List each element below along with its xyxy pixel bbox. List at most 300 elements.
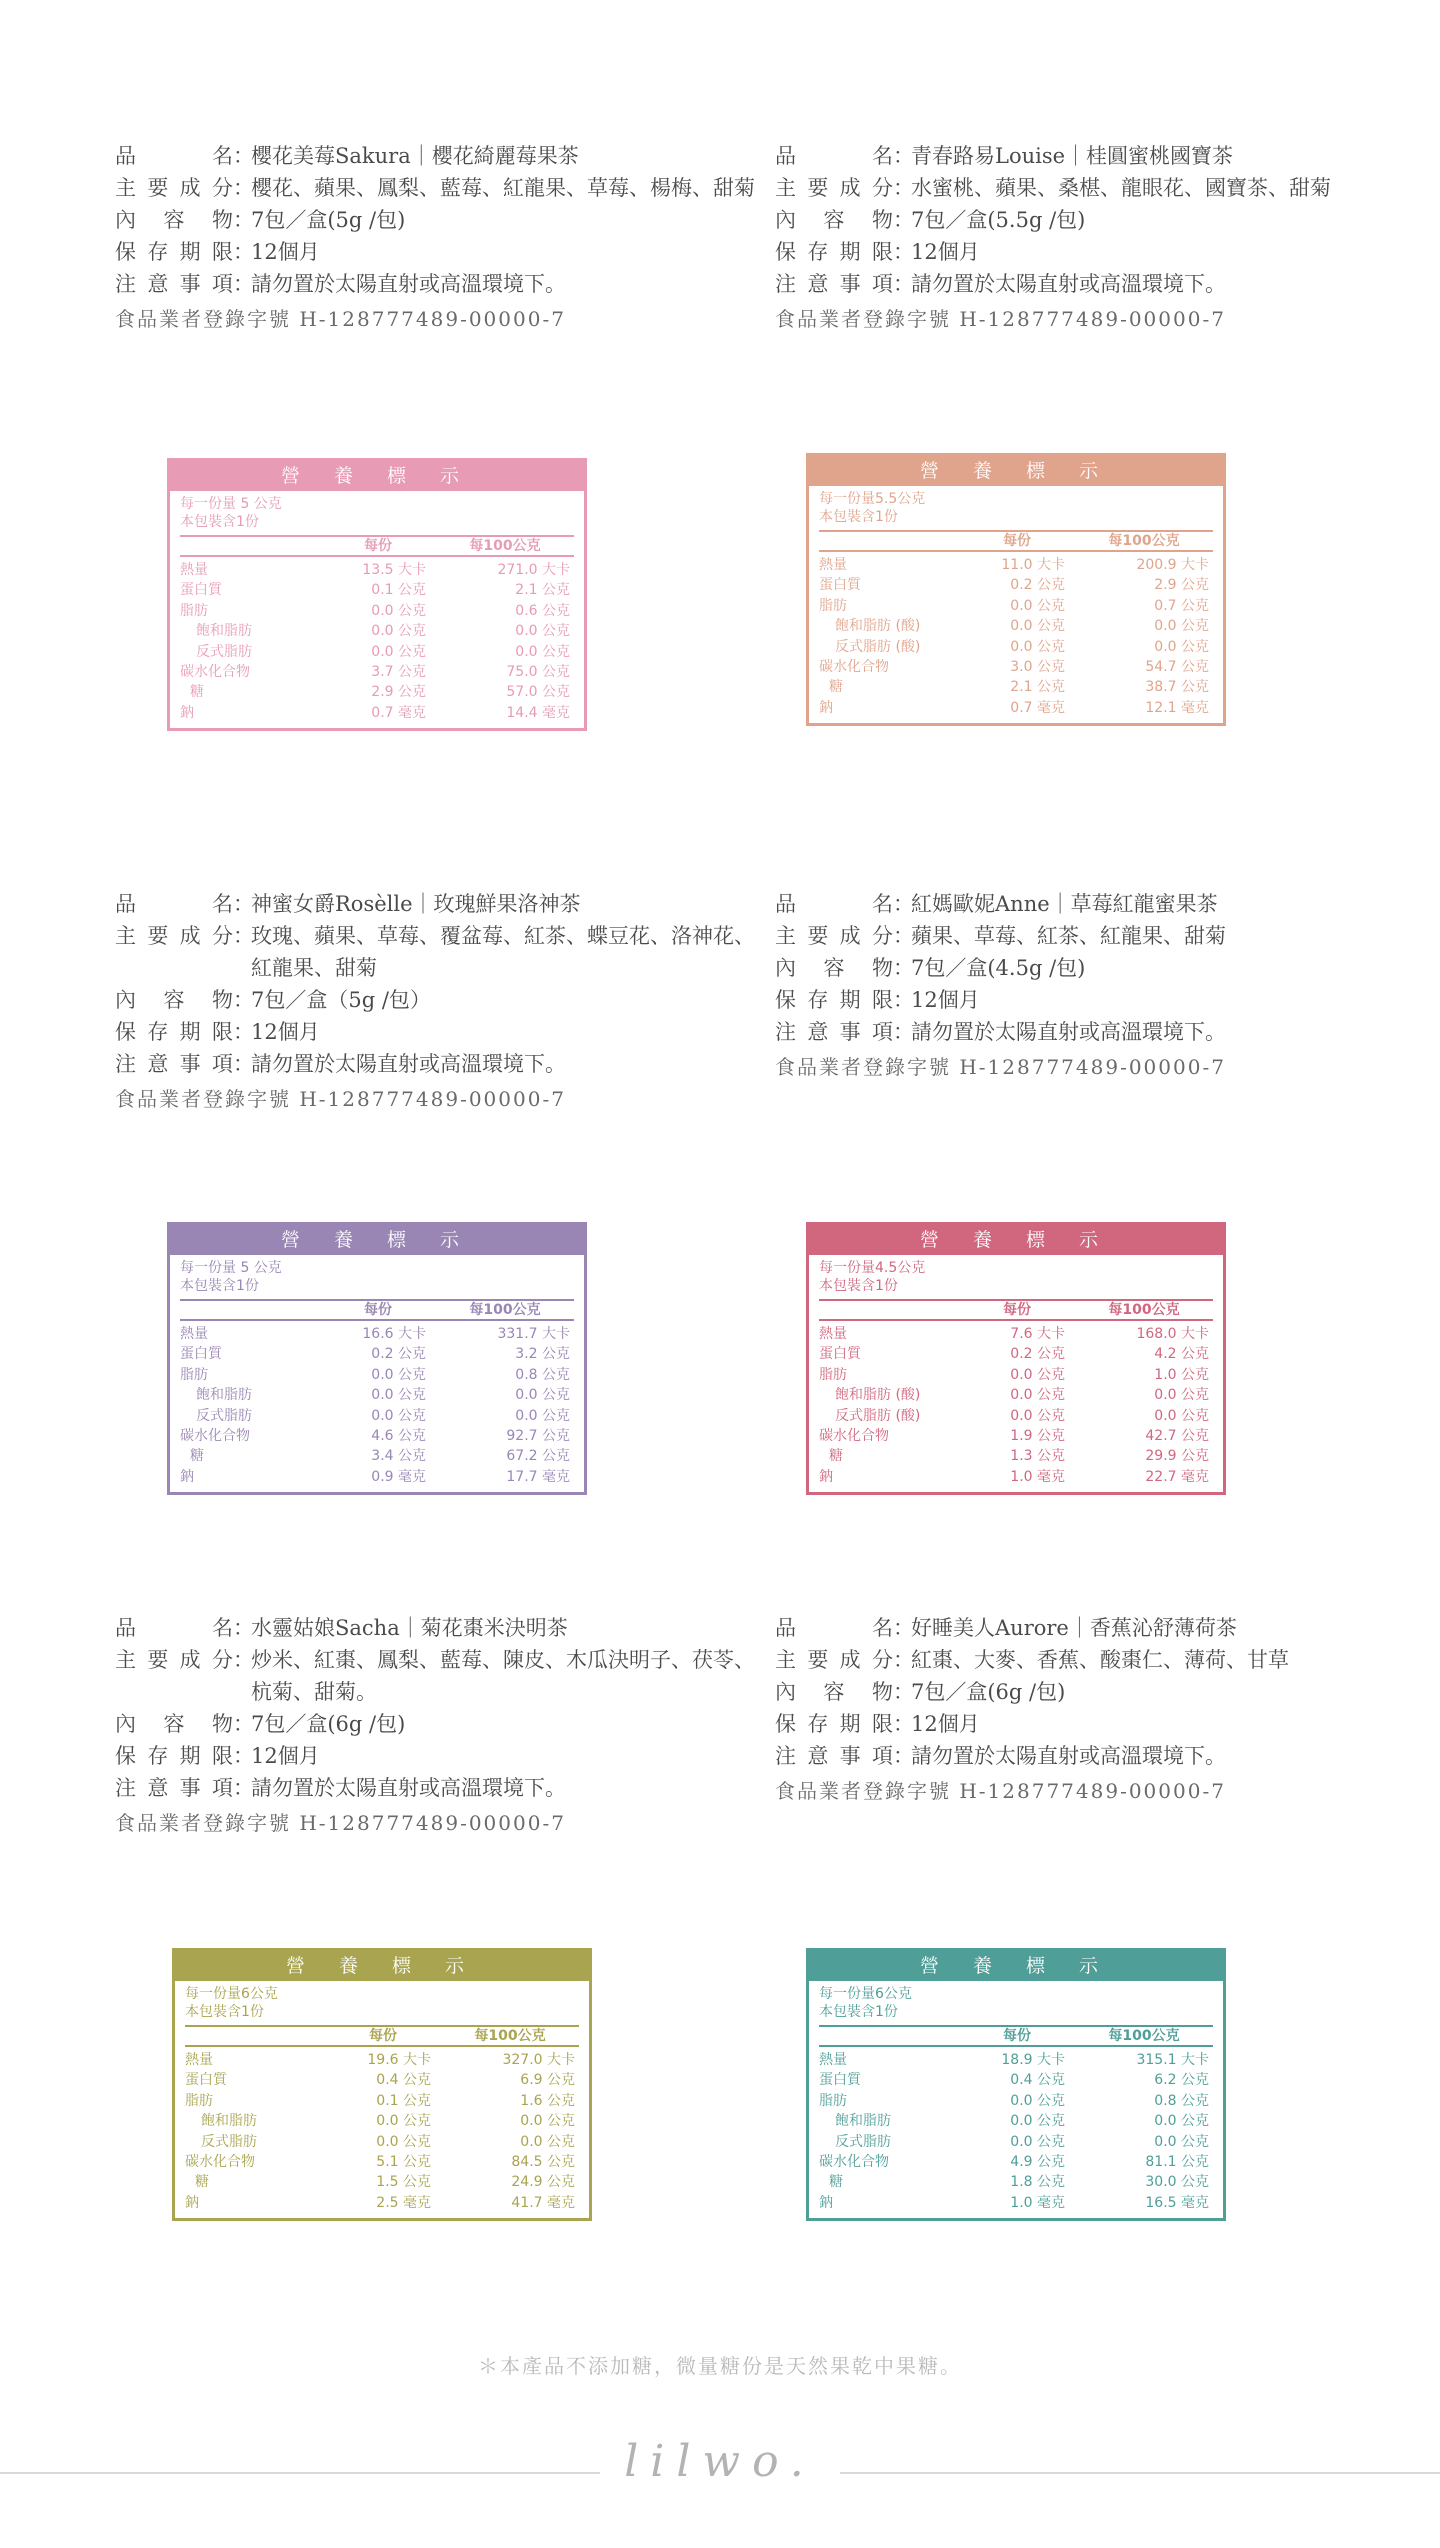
info-value-content: 7包／盒(6g /包) — [911, 1680, 1066, 1704]
serving-info — [170, 1255, 584, 1299]
info-value-name: 紅媽歐妮Anne｜草莓紅龍蜜果茶 — [911, 892, 1218, 916]
nutrient-name: 糖 — [190, 1448, 204, 1465]
info-value-notice: 請勿置於太陽直射或高溫環境下。 — [911, 1020, 1226, 1044]
nutrient-per-100g: 6.2 公克 — [1154, 2072, 1209, 2089]
nutrient-row — [180, 1344, 574, 1364]
nutrient-name: 碳水化合物 — [185, 2154, 255, 2171]
nutrient-row — [819, 1446, 1213, 1466]
nutrient-rows — [809, 552, 1223, 723]
nutrient-rows — [175, 2047, 589, 2218]
nutrient-name: 鈉 — [819, 1468, 833, 1485]
nutrient-name: 反式脂肪 (酸) — [835, 638, 921, 655]
nutrient-rows — [170, 557, 584, 728]
nutrient-per-serving: 5.1 公克 — [376, 2154, 431, 2171]
info-colon: ： — [233, 1648, 254, 1672]
info-label: 內 容 物 — [775, 208, 893, 232]
nutrient-per-100g: 42.7 公克 — [1145, 1428, 1209, 1445]
registration-number: 食品業者登錄字號 H-128777489-00000-7 — [775, 1055, 1226, 1079]
nutrient-per-serving: 0.7 毫克 — [371, 704, 426, 721]
nutrient-row — [180, 703, 574, 723]
serving-size: 每一份量 5 公克 — [180, 496, 282, 512]
product-info — [115, 140, 755, 336]
nutrient-name: 碳水化合物 — [819, 1428, 889, 1445]
info-value-name: 青春路易Louise｜桂圓蜜桃國寶茶 — [911, 144, 1234, 168]
nutrient-name: 鈉 — [185, 2194, 199, 2211]
nutrient-name: 蛋白質 — [819, 1346, 861, 1363]
nutrient-name: 鈉 — [180, 1468, 194, 1485]
nutrient-per-100g: 271.0 大卡 — [497, 562, 570, 578]
nutrient-per-100g: 3.2 公克 — [515, 1346, 570, 1363]
nutrient-per-serving: 0.0 公克 — [371, 1366, 426, 1383]
nutrient-row — [185, 2111, 579, 2131]
label-title: 營 養 標 示 — [170, 1225, 584, 1255]
nutrient-row — [180, 642, 574, 662]
info-row-content — [115, 1708, 755, 1740]
info-colon: ： — [893, 956, 914, 980]
info-row-name — [115, 140, 755, 172]
serving-size: 每一份量6公克 — [819, 1986, 912, 2002]
column-header — [819, 2025, 1213, 2047]
info-row-shelf — [775, 984, 1415, 1016]
nutrient-per-serving: 1.5 公克 — [376, 2174, 431, 2191]
info-colon: ： — [893, 176, 914, 200]
nutrient-per-100g: 1.6 公克 — [520, 2092, 575, 2109]
nutrient-row — [819, 657, 1213, 677]
nutrient-per-serving: 18.9 大卡 — [1001, 2052, 1065, 2068]
nutrient-per-100g: 0.0 公克 — [515, 1387, 570, 1404]
info-colon: ： — [233, 208, 254, 232]
nutrient-row — [819, 2091, 1213, 2111]
info-value-shelf: 12個月 — [911, 988, 980, 1012]
brand-logo: lilwo. — [624, 2436, 816, 2487]
nutrient-per-serving: 0.0 公克 — [371, 602, 426, 619]
nutrient-row — [819, 1426, 1213, 1446]
nutrient-per-100g: 30.0 公克 — [1145, 2174, 1209, 2191]
serving-size: 每一份量6公克 — [185, 1986, 278, 2002]
info-label: 品 名 — [775, 144, 893, 168]
nutrient-per-serving: 3.0 公克 — [1010, 659, 1065, 676]
nutrient-per-100g: 200.9 大卡 — [1136, 557, 1209, 573]
info-row-notice — [115, 268, 755, 300]
nutrient-per-serving: 3.4 公克 — [371, 1448, 426, 1465]
nutrient-per-100g: 331.7 大卡 — [497, 1326, 570, 1342]
info-colon: ： — [233, 272, 254, 296]
info-row-name — [775, 1612, 1415, 1644]
nutrient-per-100g: 315.1 大卡 — [1136, 2052, 1209, 2068]
nutrient-per-100g: 0.0 公克 — [520, 2133, 575, 2150]
nutrient-rows — [170, 1321, 584, 1492]
info-value-ingredients: 炒米、紅棗、鳳梨、藍莓、陳皮、木瓜決明子、茯苓、杭菊、甜菊。 — [251, 1648, 755, 1704]
nutrient-per-serving: 0.1 公克 — [376, 2092, 431, 2109]
info-value-content: 7包／盒(6g /包) — [251, 1712, 406, 1736]
nutrient-per-serving: 0.0 公克 — [1010, 638, 1065, 655]
info-row-ingredients — [115, 1644, 755, 1708]
nutrient-per-serving: 2.1 公克 — [1010, 679, 1065, 696]
nutrient-per-100g: 17.7 毫克 — [506, 1468, 570, 1485]
nutrient-per-100g: 0.8 公克 — [1154, 2092, 1209, 2109]
nutrition-label — [806, 1222, 1226, 1495]
nutrient-per-serving: 0.0 公克 — [1010, 1366, 1065, 1383]
info-value-notice: 請勿置於太陽直射或高溫環境下。 — [251, 1052, 566, 1076]
col-per-serving: 每份 — [1003, 533, 1031, 549]
info-colon: ： — [233, 1744, 254, 1768]
info-value-name: 神蜜女爵Rosèlle｜玫瑰鮮果洛神茶 — [251, 892, 581, 916]
nutrition-label — [167, 1222, 587, 1495]
info-colon: ： — [893, 892, 914, 916]
nutrient-name: 反式脂肪 — [201, 2133, 257, 2150]
nutrient-row — [819, 698, 1213, 718]
nutrient-row — [180, 682, 574, 702]
serving-info — [175, 1981, 589, 2025]
nutrient-name: 蛋白質 — [819, 2072, 861, 2089]
nutrient-per-serving: 0.0 公克 — [376, 2113, 431, 2130]
nutrient-per-serving: 3.7 公克 — [371, 664, 426, 681]
col-blank — [819, 1301, 969, 1319]
info-label: 品 名 — [115, 892, 233, 916]
nutrient-per-100g: 327.0 大卡 — [502, 2052, 575, 2068]
nutrient-name: 熱量 — [819, 557, 847, 573]
nutrition-label — [806, 1948, 1226, 2221]
info-value-shelf: 12個月 — [911, 1712, 980, 1736]
info-row-content — [775, 1676, 1415, 1708]
info-row-name — [115, 1612, 755, 1644]
nutrient-row — [819, 2172, 1213, 2192]
info-colon: ： — [233, 144, 254, 168]
nutrient-name: 飽和脂肪 (酸) — [835, 1387, 921, 1404]
nutrient-row — [819, 1385, 1213, 1405]
nutrient-row — [180, 1446, 574, 1466]
info-label: 保存期限 — [775, 1712, 893, 1736]
col-per-serving: 每份 — [364, 538, 392, 554]
nutrient-row — [819, 2050, 1213, 2070]
info-label: 主要成分 — [775, 924, 893, 948]
info-row-shelf — [115, 236, 755, 268]
servings-per-pack: 本包裝含1份 — [185, 2004, 264, 2020]
info-colon: ： — [233, 176, 254, 200]
servings-per-pack: 本包裝含1份 — [180, 514, 259, 530]
product-info — [775, 1612, 1415, 1808]
info-colon: ： — [233, 1052, 254, 1076]
nutrition-label — [806, 453, 1226, 726]
info-label: 內 容 物 — [115, 988, 233, 1012]
label-title: 營 養 標 示 — [809, 1225, 1223, 1255]
nutrient-name: 鈉 — [819, 699, 833, 716]
info-label: 保存期限 — [115, 240, 233, 264]
nutrient-name: 蛋白質 — [185, 2072, 227, 2089]
info-label: 保存期限 — [115, 1020, 233, 1044]
nutrient-per-serving: 0.0 公克 — [371, 1387, 426, 1404]
nutrient-name: 反式脂肪 — [835, 2133, 891, 2150]
info-label: 品 名 — [775, 1616, 893, 1640]
nutrient-per-serving: 0.0 公克 — [371, 623, 426, 640]
info-label: 保存期限 — [775, 988, 893, 1012]
nutrient-name: 熱量 — [185, 2052, 213, 2068]
nutrient-name: 飽和脂肪 — [196, 1387, 252, 1404]
info-colon: ： — [233, 1712, 254, 1736]
column-header — [180, 535, 574, 557]
nutrient-row — [185, 2172, 579, 2192]
servings-per-pack: 本包裝含1份 — [819, 509, 898, 525]
nutrient-per-100g: 6.9 公克 — [520, 2072, 575, 2089]
info-colon: ： — [893, 924, 914, 948]
info-colon: ： — [893, 208, 914, 232]
nutrient-row — [819, 2152, 1213, 2172]
nutrient-name: 反式脂肪 (酸) — [835, 1407, 921, 1424]
nutrient-row — [819, 596, 1213, 616]
nutrient-name: 碳水化合物 — [819, 2154, 889, 2171]
nutrient-name: 碳水化合物 — [180, 1428, 250, 1445]
nutrient-row — [180, 1385, 574, 1405]
nutrient-name: 糖 — [829, 2174, 843, 2191]
nutrient-per-serving: 1.9 公克 — [1010, 1428, 1065, 1445]
nutrient-per-serving: 7.6 大卡 — [1010, 1326, 1065, 1342]
nutrient-per-serving: 11.0 大卡 — [1001, 557, 1065, 573]
nutrient-per-serving: 0.4 公克 — [1010, 2072, 1065, 2089]
info-row-notice — [115, 1772, 755, 1804]
nutrition-label — [167, 458, 587, 731]
info-value-notice: 請勿置於太陽直射或高溫環境下。 — [251, 1776, 566, 1800]
info-label: 品 名 — [115, 1616, 233, 1640]
info-value-notice: 請勿置於太陽直射或高溫環境下。 — [911, 1744, 1226, 1768]
info-row-notice — [775, 1016, 1415, 1048]
info-value-name: 好睡美人Aurore｜香蕉沁舒薄荷茶 — [911, 1616, 1237, 1640]
servings-per-pack: 本包裝含1份 — [180, 1278, 259, 1294]
registration-number: 食品業者登錄字號 H-128777489-00000-7 — [775, 1779, 1226, 1803]
nutrient-per-100g: 0.8 公克 — [515, 1366, 570, 1383]
info-row-content — [115, 984, 755, 1016]
nutrient-per-100g: 24.9 公克 — [511, 2174, 575, 2191]
nutrient-per-serving: 1.8 公克 — [1010, 2174, 1065, 2191]
info-colon: ： — [233, 240, 254, 264]
nutrient-name: 鈉 — [180, 704, 194, 721]
serving-info — [809, 486, 1223, 530]
nutrient-name: 飽和脂肪 — [835, 2113, 891, 2130]
info-row-shelf — [115, 1740, 755, 1772]
info-label: 品 名 — [115, 144, 233, 168]
nutrient-name: 糖 — [829, 1448, 843, 1465]
serving-info — [809, 1981, 1223, 2025]
footnote: ＊本產品不添加糖，微量糖份是天然果乾中果糖。 — [478, 2354, 962, 2378]
nutrient-name: 碳水化合物 — [180, 664, 250, 681]
info-colon: ： — [893, 1616, 914, 1640]
nutrient-name: 熱量 — [819, 2052, 847, 2068]
info-row-shelf — [115, 1016, 755, 1048]
nutrient-per-100g: 0.0 公克 — [1154, 638, 1209, 655]
nutrient-row — [180, 1467, 574, 1487]
nutrient-per-serving: 4.6 公克 — [371, 1428, 426, 1445]
nutrient-per-100g: 0.0 公克 — [1154, 1387, 1209, 1404]
nutrient-row — [819, 1467, 1213, 1487]
info-label: 主要成分 — [115, 176, 233, 200]
nutrient-name: 飽和脂肪 — [196, 623, 252, 640]
info-colon: ： — [233, 924, 254, 948]
info-value-ingredients: 櫻花、蘋果、鳳梨、藍莓、紅龍果、草莓、楊梅、甜菊 — [251, 176, 755, 200]
col-per-100g: 每100公克 — [1108, 1302, 1180, 1318]
info-label: 內 容 物 — [775, 1680, 893, 1704]
label-title: 營 養 標 示 — [809, 456, 1223, 486]
nutrient-per-serving: 0.0 公克 — [1010, 597, 1065, 614]
col-per-100g: 每100公克 — [474, 2028, 546, 2044]
registration-number: 食品業者登錄字號 H-128777489-00000-7 — [115, 307, 566, 331]
product-info — [775, 140, 1415, 336]
nutrient-per-serving: 0.7 毫克 — [1010, 699, 1065, 716]
nutrient-row — [180, 1406, 574, 1426]
nutrient-per-serving: 2.9 公克 — [371, 684, 426, 701]
nutrient-row — [185, 2050, 579, 2070]
info-row-notice — [775, 268, 1415, 300]
nutrient-name: 鈉 — [819, 2194, 833, 2211]
info-value-content: 7包／盒(5.5g /包) — [911, 208, 1086, 232]
nutrient-per-100g: 54.7 公克 — [1145, 659, 1209, 676]
nutrient-row — [180, 601, 574, 621]
nutrient-per-100g: 12.1 毫克 — [1145, 699, 1209, 716]
info-value-ingredients: 蘋果、草莓、紅茶、紅龍果、甜菊 — [911, 924, 1226, 948]
nutrient-name: 脂肪 — [819, 1366, 847, 1383]
nutrient-per-100g: 81.1 公克 — [1145, 2154, 1209, 2171]
registration-number: 食品業者登錄字號 H-128777489-00000-7 — [115, 1087, 566, 1111]
nutrient-name: 飽和脂肪 — [201, 2113, 257, 2130]
nutrient-per-serving: 0.1 公克 — [371, 582, 426, 599]
nutrient-per-100g: 1.0 公克 — [1154, 1366, 1209, 1383]
info-row-name — [775, 140, 1415, 172]
nutrient-per-serving: 0.0 公克 — [1010, 2113, 1065, 2130]
nutrient-per-100g: 38.7 公克 — [1145, 679, 1209, 696]
info-colon: ： — [233, 892, 254, 916]
column-header — [185, 2025, 579, 2047]
nutrient-name: 脂肪 — [819, 597, 847, 614]
nutrient-name: 脂肪 — [180, 1366, 208, 1383]
nutrient-row — [819, 637, 1213, 657]
nutrient-per-100g: 29.9 公克 — [1145, 1448, 1209, 1465]
nutrient-name: 熱量 — [180, 562, 208, 578]
nutrient-name: 蛋白質 — [180, 582, 222, 599]
label-title: 營 養 標 示 — [170, 461, 584, 491]
nutrient-row — [819, 616, 1213, 636]
nutrient-per-serving: 0.9 毫克 — [371, 1468, 426, 1485]
servings-per-pack: 本包裝含1份 — [819, 2004, 898, 2020]
nutrient-per-100g: 92.7 公克 — [506, 1428, 570, 1445]
nutrient-name: 碳水化合物 — [819, 659, 889, 676]
info-colon: ： — [233, 1616, 254, 1640]
info-row-notice — [115, 1048, 755, 1080]
info-colon: ： — [233, 988, 254, 1012]
registration-number: 食品業者登錄字號 H-128777489-00000-7 — [775, 307, 1226, 331]
nutrient-per-serving: 0.0 公克 — [1010, 2092, 1065, 2109]
info-row-content — [775, 952, 1415, 984]
nutrient-name: 蛋白質 — [819, 577, 861, 594]
nutrient-row — [180, 1426, 574, 1446]
nutrient-row — [819, 677, 1213, 697]
info-colon: ： — [893, 144, 914, 168]
info-label: 主要成分 — [775, 176, 893, 200]
nutrient-name: 蛋白質 — [180, 1346, 222, 1363]
col-blank — [819, 2027, 969, 2045]
col-blank — [180, 537, 330, 555]
product-info — [115, 1612, 755, 1840]
info-row-ingredients — [115, 172, 755, 204]
info-value-notice: 請勿置於太陽直射或高溫環境下。 — [251, 272, 566, 296]
info-value-content: 7包／盒(5g /包) — [251, 208, 406, 232]
info-label: 內 容 物 — [115, 1712, 233, 1736]
info-colon: ： — [893, 1648, 914, 1672]
nutrient-per-100g: 2.1 公克 — [515, 582, 570, 599]
nutrient-row — [819, 555, 1213, 575]
column-header — [819, 530, 1213, 552]
registration-number: 食品業者登錄字號 H-128777489-00000-7 — [115, 1811, 566, 1835]
col-blank — [819, 532, 969, 550]
nutrient-per-100g: 168.0 大卡 — [1136, 1326, 1209, 1342]
nutrient-rows — [809, 1321, 1223, 1492]
nutrient-name: 熱量 — [819, 1326, 847, 1342]
info-value-shelf: 12個月 — [251, 240, 320, 264]
info-value-ingredients: 紅棗、大麥、香蕉、酸棗仁、薄荷、甘草 — [911, 1648, 1289, 1672]
info-label: 注意事項 — [775, 272, 893, 296]
nutrient-per-serving: 0.4 公克 — [376, 2072, 431, 2089]
info-value-ingredients: 玫瑰、蘋果、草莓、覆盆莓、紅茶、蝶豆花、洛神花、紅龍果、甜菊 — [251, 924, 755, 980]
nutrient-name: 飽和脂肪 (酸) — [835, 618, 921, 635]
info-value-notice: 請勿置於太陽直射或高溫環境下。 — [911, 272, 1226, 296]
info-colon: ： — [893, 240, 914, 264]
nutrition-label — [172, 1948, 592, 2221]
info-row-content — [115, 204, 755, 236]
info-row-notice — [775, 1740, 1415, 1772]
nutrient-per-serving: 0.0 公克 — [376, 2133, 431, 2150]
col-per-100g: 每100公克 — [1108, 533, 1180, 549]
nutrient-per-100g: 0.0 公克 — [1154, 2113, 1209, 2130]
nutrient-per-100g: 0.0 公克 — [515, 623, 570, 640]
nutrient-per-serving: 0.2 公克 — [371, 1346, 426, 1363]
nutrient-per-100g: 0.0 公克 — [515, 643, 570, 660]
nutrient-row — [180, 662, 574, 682]
info-label: 保存期限 — [775, 240, 893, 264]
product-info — [115, 888, 755, 1116]
info-value-name: 水靈姑娘Sacha｜菊花棗米決明茶 — [251, 1616, 568, 1640]
nutrient-per-100g: 2.9 公克 — [1154, 577, 1209, 594]
nutrient-per-serving: 0.0 公克 — [371, 1407, 426, 1424]
nutrient-per-100g: 84.5 公克 — [511, 2154, 575, 2171]
nutrient-row — [819, 2132, 1213, 2152]
info-colon: ： — [893, 1680, 914, 1704]
info-row-ingredients — [775, 172, 1415, 204]
info-value-shelf: 12個月 — [251, 1744, 320, 1768]
nutrient-per-100g: 67.2 公克 — [506, 1448, 570, 1465]
nutrient-per-100g: 0.0 公克 — [1154, 1407, 1209, 1424]
info-row-ingredients — [775, 1644, 1415, 1676]
nutrient-name: 脂肪 — [180, 602, 208, 619]
info-colon: ： — [233, 1776, 254, 1800]
info-label: 主要成分 — [775, 1648, 893, 1672]
col-per-serving: 每份 — [1003, 1302, 1031, 1318]
nutrient-per-100g: 75.0 公克 — [506, 664, 570, 681]
nutrient-per-serving: 0.2 公克 — [1010, 577, 1065, 594]
nutrient-row — [185, 2070, 579, 2090]
nutrient-per-100g: 4.2 公克 — [1154, 1346, 1209, 1363]
nutrient-per-serving: 0.0 公克 — [1010, 2133, 1065, 2150]
info-label: 主要成分 — [115, 1648, 233, 1672]
column-header — [180, 1299, 574, 1321]
info-row-ingredients — [775, 920, 1415, 952]
product-info — [775, 888, 1415, 1084]
info-value-name: 櫻花美莓Sakura｜櫻花綺麗莓果茶 — [251, 144, 579, 168]
col-blank — [185, 2027, 335, 2045]
serving-size: 每一份量 5 公克 — [180, 1260, 282, 1276]
nutrient-row — [185, 2193, 579, 2213]
info-row-shelf — [775, 1708, 1415, 1740]
info-label: 保存期限 — [115, 1744, 233, 1768]
nutrient-row — [819, 1365, 1213, 1385]
nutrient-per-serving: 0.2 公克 — [1010, 1346, 1065, 1363]
serving-size: 每一份量4.5公克 — [819, 1260, 926, 1276]
